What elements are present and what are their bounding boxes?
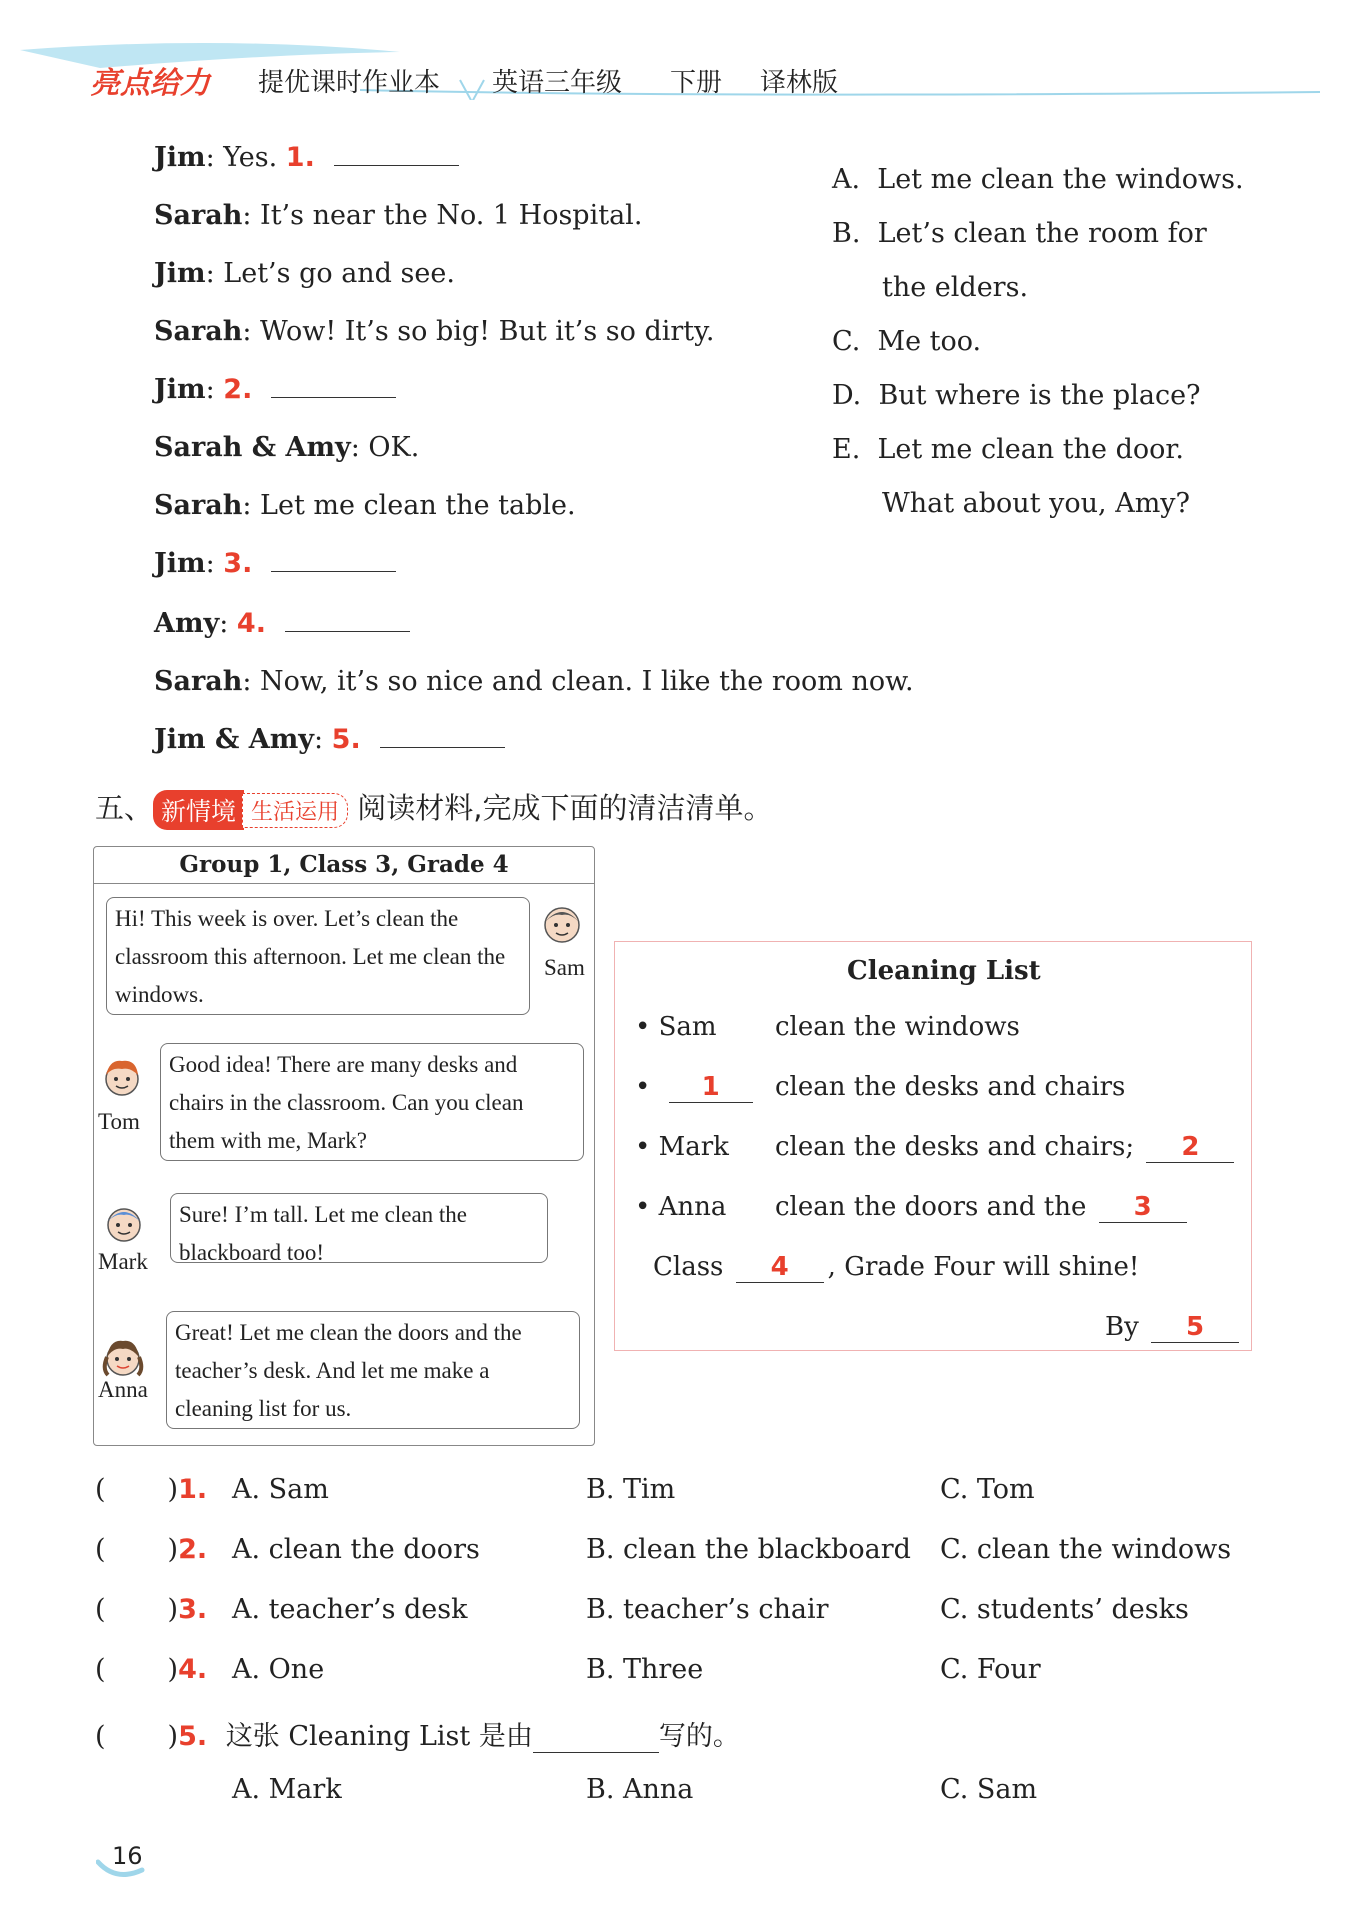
task-text: clean the desks and chairs: [775, 1072, 1126, 1102]
blank-number: 4.: [236, 608, 266, 639]
speaker-name: Jim: [154, 548, 206, 579]
answer-blank[interactable]: [271, 571, 396, 572]
avatar-name: Sam: [544, 955, 585, 980]
speaker-name: Sarah: [154, 200, 243, 231]
group-chat-panel: [93, 846, 595, 1446]
option-c[interactable]: C. students’ desks: [940, 1594, 1189, 1625]
avatar-name: Anna: [98, 1377, 148, 1402]
answer-blank[interactable]: 4: [736, 1252, 824, 1283]
task-text: clean the windows: [775, 1012, 1020, 1042]
option-item: A. Let me clean the windows.: [832, 164, 1244, 195]
dialogue-line: Jim: Let’s go and see.: [154, 258, 455, 289]
section-number: 五、: [95, 791, 154, 825]
option-a[interactable]: A. Mark: [232, 1774, 342, 1805]
line-text: Let’s go and see.: [223, 258, 455, 289]
answer-blank[interactable]: [285, 631, 410, 632]
speaker-name: Sarah: [154, 490, 243, 521]
answer-blank[interactable]: [271, 397, 396, 398]
volume-label: 下册: [670, 68, 723, 98]
section-heading: [95, 786, 773, 830]
option-a[interactable]: A. teacher’s desk: [232, 1594, 468, 1625]
list-item: • Sam: [635, 1012, 717, 1042]
task-text: clean the doors and the 3: [775, 1192, 1187, 1223]
option-item: D. But where is the place?: [832, 380, 1201, 411]
speaker-name: Jim: [154, 142, 206, 173]
option-c[interactable]: C. Sam: [940, 1774, 1038, 1805]
dialogue-line: Sarah: It’s near the No. 1 Hospital.: [154, 200, 643, 231]
blank-number: 5.: [331, 724, 361, 755]
mark-avatar-icon: [102, 1201, 146, 1247]
class-line: Class 4 , Grade Four will shine!: [653, 1252, 1140, 1282]
book-title: 提优课时作业本: [258, 68, 441, 98]
question-row: ( )5. 这张 Cleaning List 是由 写的。: [95, 1721, 740, 1752]
answer-blank[interactable]: 5: [1151, 1312, 1239, 1343]
option-a[interactable]: A. Sam: [232, 1474, 329, 1505]
cleaner-name: Anna: [658, 1192, 727, 1222]
question-stem: 这张 Cleaning List 是由: [225, 1721, 533, 1752]
new-context-tag: 新情境: [153, 790, 244, 830]
answer-blank[interactable]: [380, 747, 505, 748]
list-item: • Anna: [635, 1192, 727, 1222]
option-b[interactable]: B. Tim: [586, 1474, 676, 1505]
speaker-name: Amy: [154, 608, 220, 639]
page-number: 16: [112, 1842, 143, 1870]
answer-blank[interactable]: [533, 1721, 659, 1753]
chat-title: Group 1, Class 3, Grade 4: [94, 847, 594, 884]
chat-bubble-tom: Good idea! There are many desks and chairs in the classroom. Can you clean them with me, Mark?: [160, 1043, 584, 1161]
tom-avatar-icon: [100, 1055, 144, 1103]
question-row: ( )2.: [95, 1534, 208, 1565]
question-row: ( )3.: [95, 1594, 208, 1625]
edition-label: 译林版: [760, 68, 839, 98]
brand-logo: 亮点给力: [90, 66, 210, 101]
life-use-tag: 生活运用: [242, 793, 348, 828]
speaker-name: Jim: [154, 374, 206, 405]
chat-bubble-mark: Sure! I’m tall. Let me clean the blackboard too!: [170, 1193, 548, 1263]
option-b[interactable]: B. Three: [586, 1654, 704, 1685]
author-line: By 5: [1105, 1312, 1239, 1343]
dialogue-line: Sarah & Amy: OK.: [154, 432, 420, 463]
answer-blank[interactable]: [334, 165, 459, 166]
speaker-name: Sarah & Amy: [154, 432, 351, 463]
question-row: ( )1.: [95, 1474, 208, 1505]
answer-blank[interactable]: 3: [1099, 1192, 1187, 1223]
option-a[interactable]: A. One: [232, 1654, 325, 1685]
list-item: • 1: [635, 1072, 753, 1103]
dialogue-line: Jim: 3.: [154, 548, 396, 579]
line-text: OK.: [368, 432, 420, 463]
option-c[interactable]: C. clean the windows: [940, 1534, 1232, 1565]
option-a[interactable]: A. clean the doors: [232, 1534, 480, 1565]
line-text: Wow! It’s so big! But it’s so dirty.: [260, 316, 715, 347]
answer-blank[interactable]: 1: [669, 1072, 753, 1103]
cleaner-name: Mark: [658, 1132, 729, 1162]
dialogue-line: Jim: Yes. 1.: [154, 142, 459, 173]
blank-number: 2.: [223, 374, 253, 405]
speaker-name: Sarah: [154, 316, 243, 347]
dialogue-line: Amy: 4.: [154, 608, 410, 639]
line-text: It’s near the No. 1 Hospital.: [260, 200, 643, 231]
dialogue-line: Jim: 2.: [154, 374, 396, 405]
subject-label: 英语三年级: [492, 68, 623, 98]
cleaning-list-title: Cleaning List: [847, 956, 1041, 986]
option-item: What about you, Amy?: [882, 488, 1191, 519]
option-item: C. Me too.: [832, 326, 982, 357]
list-item: • Mark: [635, 1132, 729, 1162]
chat-bubble-anna: Great! Let me clean the doors and the teacher’s desk. And let me make a cleaning list for us.: [166, 1311, 580, 1429]
dialogue-line: Sarah: Now, it’s so nice and clean. I like the room now.: [154, 666, 914, 697]
blank-number: 3.: [223, 548, 253, 579]
avatar-name: Tom: [98, 1109, 140, 1134]
speaker-name: Jim & Amy: [154, 724, 314, 755]
option-c[interactable]: C. Four: [940, 1654, 1041, 1685]
line-text: Let me clean the table.: [260, 490, 576, 521]
option-b[interactable]: B. Anna: [586, 1774, 694, 1805]
dialogue-line: Jim & Amy: 5.: [154, 724, 505, 755]
option-b[interactable]: B. teacher’s chair: [586, 1594, 829, 1625]
dialogue-line: Sarah: Wow! It’s so big! But it’s so dirty.: [154, 316, 715, 347]
task-text: clean the desks and chairs; 2: [775, 1132, 1234, 1163]
avatar-name: Mark: [98, 1249, 148, 1274]
option-b[interactable]: B. clean the blackboard: [586, 1534, 911, 1565]
option-item: E. Let me clean the door.: [832, 434, 1184, 465]
question-row: ( )4.: [95, 1654, 208, 1685]
section-instruction: 阅读材料,完成下面的清洁清单。: [357, 791, 773, 825]
option-item: B. Let’s clean the room for: [832, 218, 1207, 249]
dialogue-line: Sarah: Let me clean the table.: [154, 490, 576, 521]
option-item: the elders.: [882, 272, 1029, 303]
chat-bubble-sam: Hi! This week is over. Let’s clean the classroom this afternoon. Let me clean the windows.: [106, 897, 530, 1015]
cleaner-name: Sam: [658, 1012, 717, 1042]
line-text: Yes.: [223, 142, 286, 173]
line-text: Now, it’s so nice and clean. I like the room now.: [260, 666, 914, 697]
speaker-name: Sarah: [154, 666, 243, 697]
blank-number: 1.: [285, 142, 315, 173]
sam-avatar-icon: [540, 903, 584, 947]
speaker-name: Jim: [154, 258, 206, 289]
answer-blank[interactable]: 2: [1146, 1132, 1234, 1163]
cleaning-list-card: [614, 941, 1252, 1351]
option-c[interactable]: C. Tom: [940, 1474, 1035, 1505]
